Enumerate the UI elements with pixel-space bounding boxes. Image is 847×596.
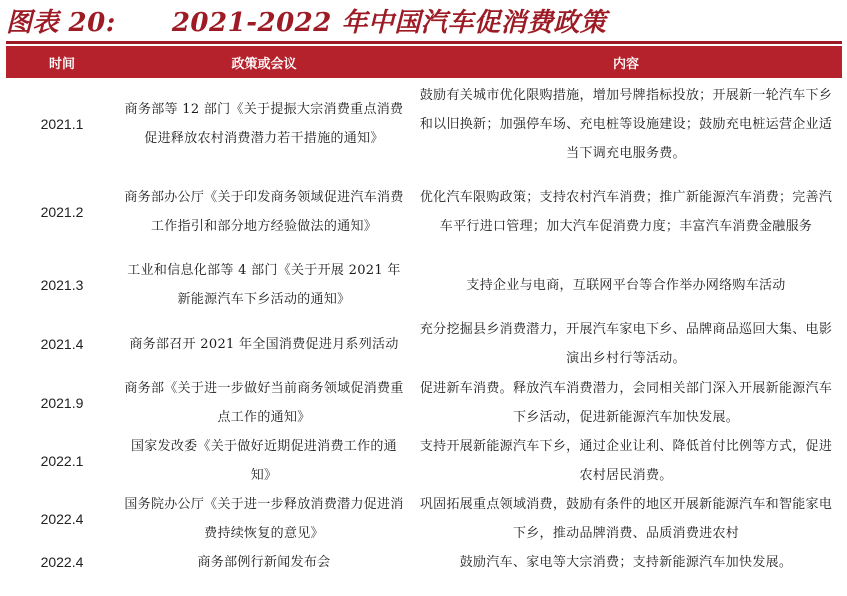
row-content: 充分挖掘县乡消费潜力，开展汽车家电下乡、品牌商品巡回大集、电影演出乡村行等活动。 — [419, 322, 833, 366]
row-policy: 商务部办公厅《关于印发商务领域促进汽车消费工作指引和部分地方经验做法的通知》 — [124, 190, 404, 234]
figure-caption — [6, 0, 842, 40]
row-content: 促进新车消费。释放汽车消费潜力，会同相关部门深入开展新能源汽车下乡活动，促进新能源汽车加快发展。 — [419, 381, 833, 425]
table-header — [6, 46, 842, 78]
figure-title: 2021-2022 年中国汽车促消费政策 — [171, 7, 607, 38]
row-date: 2021.4 — [40, 336, 84, 352]
row-policy: 国家发改委《关于做好近期促进消费工作的通知》 — [130, 439, 397, 483]
row-content: 支持企业与电商，互联网平台等合作举办网络购车活动 — [466, 277, 786, 293]
caption-divider — [6, 41, 842, 44]
row-content: 优化汽车限购政策；支持农村汽车消费；推广新能源汽车消费；完善汽车平行进口管理；加大汽车促消费力度；丰富汽车消费金融服务 — [419, 190, 833, 234]
row-policy: 国务院办公厅《关于进一步释放消费潜力促进消费持续恢复的意见》 — [124, 497, 404, 541]
row-date: 2021.9 — [40, 395, 84, 411]
table-row — [6, 490, 842, 548]
table-row — [6, 314, 842, 374]
row-policy: 商务部召开 2021 年全国消费促进月系列活动 — [129, 336, 399, 352]
header-time: 时间 — [48, 56, 75, 72]
table-row — [6, 168, 842, 256]
row-policy: 商务部例行新闻发布会 — [197, 554, 331, 570]
table-row — [6, 80, 842, 168]
table-row — [6, 256, 842, 314]
row-date: 2021.2 — [40, 204, 84, 220]
row-content: 巩固拓展重点领域消费，鼓励有条件的地区开展新能源汽车和智能家电下乡，推动品牌消费、品质消费进农村 — [419, 497, 833, 541]
row-date: 2022.4 — [40, 554, 84, 570]
figure-label: 图表 20: — [6, 7, 116, 38]
row-content: 鼓励有关城市优化限购措施，增加号牌指标投放；开展新一轮汽车下乡和以旧换新；加强停车场、充电桩等设施建设；鼓励充电桩运营企业适当下调充电服务费。 — [419, 87, 833, 161]
row-policy: 工业和信息化部等 4 部门《关于开展 2021 年新能源汽车下乡活动的通知》 — [127, 263, 401, 307]
table-row — [6, 374, 842, 432]
row-policy: 商务部《关于进一步做好当前商务领域促消费重点工作的通知》 — [124, 381, 404, 425]
row-content: 鼓励汽车、家电等大宗消费；支持新能源汽车加快发展。 — [459, 554, 793, 570]
row-policy: 商务部等 12 部门《关于提振大宗消费重点消费促进释放农村消费潜力若干措施的通知》 — [124, 102, 404, 146]
row-date: 2021.1 — [40, 116, 84, 132]
row-date: 2022.4 — [40, 511, 84, 527]
table-row — [6, 432, 842, 490]
header-content: 内容 — [612, 56, 639, 72]
row-date: 2022.1 — [40, 453, 84, 469]
header-policy: 政策或会议 — [231, 56, 297, 72]
row-content: 支持开展新能源汽车下乡，通过企业让利、降低首付比例等方式，促进农村居民消费。 — [419, 439, 833, 483]
table-body — [6, 80, 842, 576]
table-row — [6, 548, 842, 576]
row-date: 2021.3 — [40, 277, 84, 293]
